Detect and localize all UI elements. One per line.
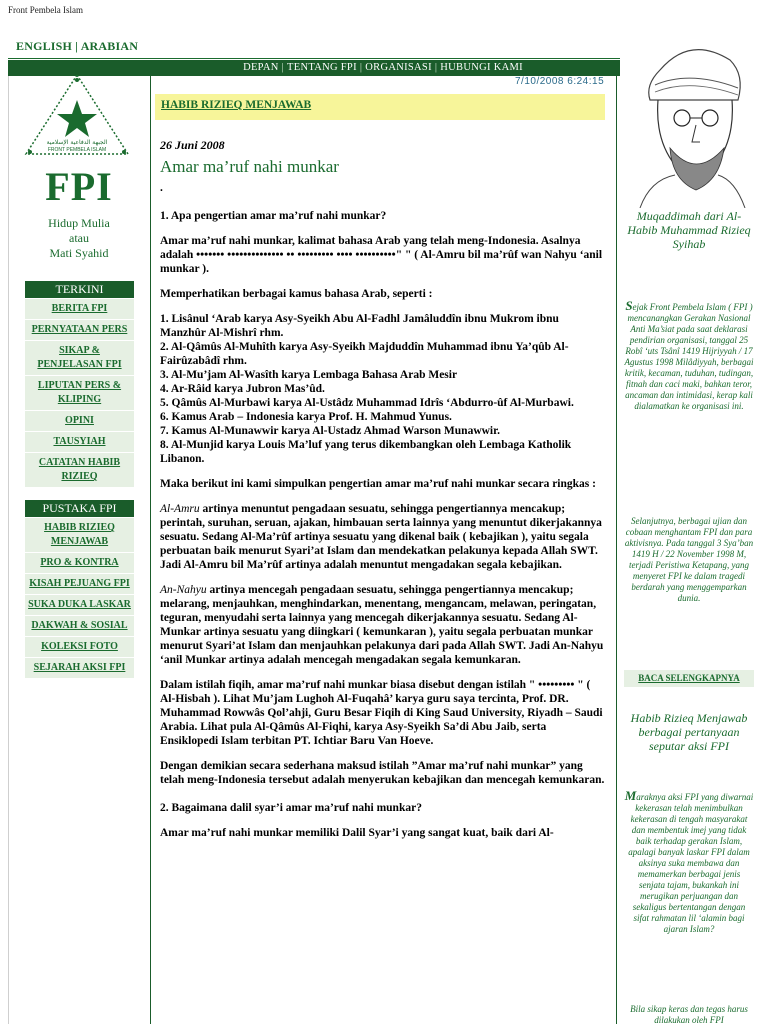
paragraph-dalil: Amar ma’ruf nahi munkar memiliki Dalil Syar’i yang sangat kuat, baik dari Al- <box>160 827 554 839</box>
article-date: 26 Juni 2008 <box>160 138 225 152</box>
sidebar-item-liputan-pers[interactable]: LIPUTAN PERS & KLIPING <box>25 376 134 411</box>
sidebar-header-pustaka: PUSTAKA FPI <box>25 500 134 517</box>
muqaddimah-intro <box>624 300 754 412</box>
motto <box>0 216 158 261</box>
section-link-habib-rizieq-menjawab[interactable]: HABIB RIZIEQ MENJAWAB <box>161 99 312 111</box>
list-item: 5. Qâmûs Al-Murbawi karya Al-Ustâdz Muhammad Idrîs ‘Abdurro-ûf Al-Murbawi. <box>160 397 574 409</box>
answer-title: Habib Rizieq Menjawab berbagai pertanyaan seputar aksi FPI <box>630 711 748 753</box>
intro-dropcap: S <box>625 298 633 313</box>
document-title: Front Pembela Islam <box>8 5 83 15</box>
sidebar-list-terkini <box>25 299 134 488</box>
sidebar-item-catatan-habib[interactable]: CATATAN HABIB RIZIEQ <box>25 453 134 488</box>
article <box>160 138 605 840</box>
answer-dropcap: M <box>624 788 637 803</box>
paragraph-al-amru <box>160 502 605 572</box>
list-item: 4. Ar-Râid karya Jubron Mas’ûd. <box>160 383 325 395</box>
nav-organisasi[interactable]: ORGANISASI <box>365 62 432 73</box>
sidebar-item-habib-rizieq-menjawab[interactable]: HABIB RIZIEQ MENJAWAB <box>25 518 134 553</box>
answer-intro <box>624 790 754 935</box>
sidebar-item-pro-kontra[interactable]: PRO & KONTRA <box>25 553 134 574</box>
term-al-amru: Al-Amru <box>160 503 200 515</box>
motto-line-2: atau <box>69 231 89 245</box>
paragraph-an-nahyu <box>160 583 605 667</box>
intro-text: ejak Front Pembela Islam ( FPI ) mencanangkan Gerakan Nasional Anti Ma’siat pada saat deklarasi pendirian organisasi, tanggal 25 Robî ‘uts Tsânî 1419 Hijriyyah / 17 Agustus 1998 Milâdiyyah, berbagai kritik, kecaman, tuduhan, tudingan, fitnah dan caci maki, bahkan teror, ancaman dan intimidasi, kerap kali dialamatkan ke organisasi ini. <box>624 302 754 411</box>
main-navbar: DEPAN | TENTANG FPI | ORGANISASI | HUBUNGI KAMI <box>8 60 758 76</box>
sidebar-item-berita-fpi[interactable]: BERITA FPI <box>25 299 134 320</box>
sidebar-header-terkini: TERKINI <box>25 281 134 298</box>
question-2: 2. Bagaimana dalil syar’i amar ma’ruf nahi munkar? <box>160 802 422 814</box>
muqaddimah-title: Muqaddimah dari Al-Habib Muhammad Rizieq Syihab <box>627 209 751 251</box>
habib-portrait-image <box>620 30 760 208</box>
fpi-logo[interactable] <box>22 72 132 164</box>
sidebar-item-opini[interactable]: OPINI <box>25 411 134 432</box>
paragraph-hisbah: Dalam istilah fiqih, amar ma’ruf nahi munkar biasa disebut dengan istilah " ••••••••• " ( Al-Hisbah ). Lihat Mu’jam Lughoh Al-Fuqahâ’ karya guru saya tercinta, Prof. DR. Muhammad Rowwâs Qol’ahji, Guru Besar Fiqih di King Saud University, Riyadh – Saudi Arabia. Lihat pula Al-Qâmûs Al-Fiqhi, karya Asy-Syeikh Sa’di Abu Jaib, serta Ensiklopedi Islam terbitan PT. Ichtiar Baru Van Hoeve. <box>160 679 603 747</box>
paragraph-conclusion: Dengan demikian secara sederhana maksud istilah ”Amar ma’ruf nahi munkar” yang telah meng-Indonesia tersebut adalah menyerukan kebajikan dan mencegah kemunkaran. <box>160 760 605 786</box>
paragraph-2: Memperhatikan berbagai kamus bahasa Arab, seperti : <box>160 288 433 300</box>
motto-line-3: Mati Syahid <box>49 246 109 260</box>
answer-intro-2: Bila sikap keras dan tegas harus dilakukan oleh FPI <box>630 1004 748 1024</box>
paragraph-1: Amar ma’ruf nahi munkar, kalimat bahasa Arab yang telah meng-Indonesia. Asalnya adalah ••••••• •••••••••••••• •• ••••••••• •••• ••••••••••" " ( Al-Amru bil ma’rûf wan Nahyu ‘anil munkar ). <box>160 235 603 275</box>
sidebar-item-pernyataan-pers[interactable]: PERNYATAAN PERS <box>25 320 134 341</box>
sidebar-item-koleksi-foto[interactable]: KOLEKSI FOTO <box>25 637 134 658</box>
brand-fpi: FPI <box>45 164 113 209</box>
nav-depan[interactable]: DEPAN <box>243 62 279 73</box>
nav-tentang-fpi[interactable]: TENTANG FPI <box>287 62 357 73</box>
list-item: 8. Al-Munjid karya Louis Ma’luf yang terus dikembangkan oleh Lembaga Katholik Libanon. <box>160 439 572 465</box>
language-switcher <box>16 39 138 54</box>
paragraph-an-nahyu-text: artinya mencegah pengadaan sesuatu, sehingga pengertiannya mencakup; melarang, menjauhkan, menghindarkan, menentang, mengancam, melawan, peringatan, teguran, menyudahi serta lainnya yang mencegah dikerjakannya sesuatu. Sedang Al-Munkar artinya sesuatu yang diingkari ( kemunkaran ), yaitu segala perbuatan munkar menurut Syari’at Islam dan menjauhkan pelakunya dari pada Allah SWT. Jadi An-Nahyu ‘anil Munkar artinya adalah mencegah mengadakan segala kemunkaran. <box>160 584 604 666</box>
motto-line-1: Hidup Mulia <box>48 216 110 230</box>
list-item: 1. Lisânul ‘Arab karya Asy-Syeikh Abu Al-Fadhl Jamâluddîn ibnu Mukrom ibnu Manzhûr Al-Mishrî rhm. <box>160 313 559 339</box>
read-more-link[interactable]: BACA SELENGKAPNYA <box>638 673 740 683</box>
lang-separator: | <box>75 39 81 53</box>
answer-text: araknya aksi FPI yang diwarnai kekerasan telah menimbulkan kekerasan di tengah masyarakat dan membentuk imej yang tidak baik terhadap gerakan Islam, apalagi banyak laskar FPI dalam aksinya suka membawa dan memamerkan berbagai jenis senjata tajam, bukankah ini merugikan perjuangan dan sekaligus bertentangan dengan sifat rahmatan lil ‘alamin bagi ajaran Islam? <box>628 792 754 934</box>
paragraph-3: Maka berikut ini kami simpulkan pengertian amar ma’ruf nahi munkar secara ringkas : <box>160 478 596 490</box>
sidebar-item-suka-duka[interactable]: SUKA DUKA LASKAR <box>25 595 134 616</box>
section-banner <box>155 94 605 120</box>
logo-arabic-text: الجبهة الدفاعية الإسلامية <box>46 139 108 146</box>
sidebar-item-kisah-pejuang[interactable]: KISAH PEJUANG FPI <box>25 574 134 595</box>
list-item: 3. Al-Mu’jam Al-Wasîth karya Lembaga Bahasa Arab Mesir <box>160 369 458 381</box>
list-item: 6. Kamus Arab – Indonesia karya Prof. H. Mahmud Yunus. <box>160 411 452 423</box>
sidebar-item-dakwah-sosial[interactable]: DAKWAH & SOSIAL <box>25 616 134 637</box>
term-an-nahyu: An-Nahyu <box>160 584 207 596</box>
article-dot: . <box>160 182 163 194</box>
dictionary-list <box>160 312 605 466</box>
list-item: 2. Al-Qâmûs Al-Muhîth karya Asy-Syeikh Majduddîn Muhammad ibnu Ya’qûb Al-Fairûzabâdî rhm. <box>160 341 569 367</box>
sidebar-item-tausyiah[interactable]: TAUSYIAH <box>25 432 134 453</box>
nav-hubungi-kami[interactable]: HUBUNGI KAMI <box>440 62 523 73</box>
sidebar-list-pustaka <box>25 518 134 679</box>
sidebar-item-sejarah-aksi[interactable]: SEJARAH AKSI FPI <box>25 658 134 679</box>
paragraph-al-amru-text: artinya menuntut pengadaan sesuatu, sehingga pengertiannya mencakup; perintah, suruhan, seruan, ajakan, himbauan serta lainnya yang menuntut dikerjakannya sesuatu. Sedang Al-Ma’rûf artinya sesuatu yang dikenal baik ( kebajikan ), yaitu segala perbuatan baik menurut Syari’at Islam dan mendekatkan pelakunya kepada Allah SWT. Jadi Al-Amru bil Ma’rûf artinya adalah menuntut mengadakan segala kebajikan. <box>160 503 602 571</box>
article-title: Amar ma’ruf nahi munkar <box>160 157 339 176</box>
question-1: 1. Apa pengertian amar ma’ruf nahi munkar? <box>160 210 387 222</box>
logo-caption: FRONT PEMBELA ISLAM <box>47 147 107 153</box>
list-item: 7. Kamus Al-Munawwir karya Al-Ustadz Ahmad Warson Munawwir. <box>160 425 501 437</box>
sidebar-item-sikap-penjelasan[interactable]: SIKAP & PENJELASAN FPI <box>25 341 134 376</box>
muqaddimah-intro-2: Selanjutnya, berbagai ujian dan cobaan menghantam FPI dan para aktivisnya. Pada tanggal 3 Sya’ban 1419 H / 22 November 1998 M, terjadi Peristiwa Ketapang, yang menyeret FPI ke dalam tragedi berdarah yang menggemparkan dunia. <box>624 516 754 603</box>
lang-arabian-link[interactable]: ARABIAN <box>80 39 139 53</box>
right-column-divider <box>616 76 617 1024</box>
lang-english-link[interactable]: ENGLISH <box>16 39 73 53</box>
timestamp: 7/10/2008 6:24:15 <box>515 76 605 87</box>
